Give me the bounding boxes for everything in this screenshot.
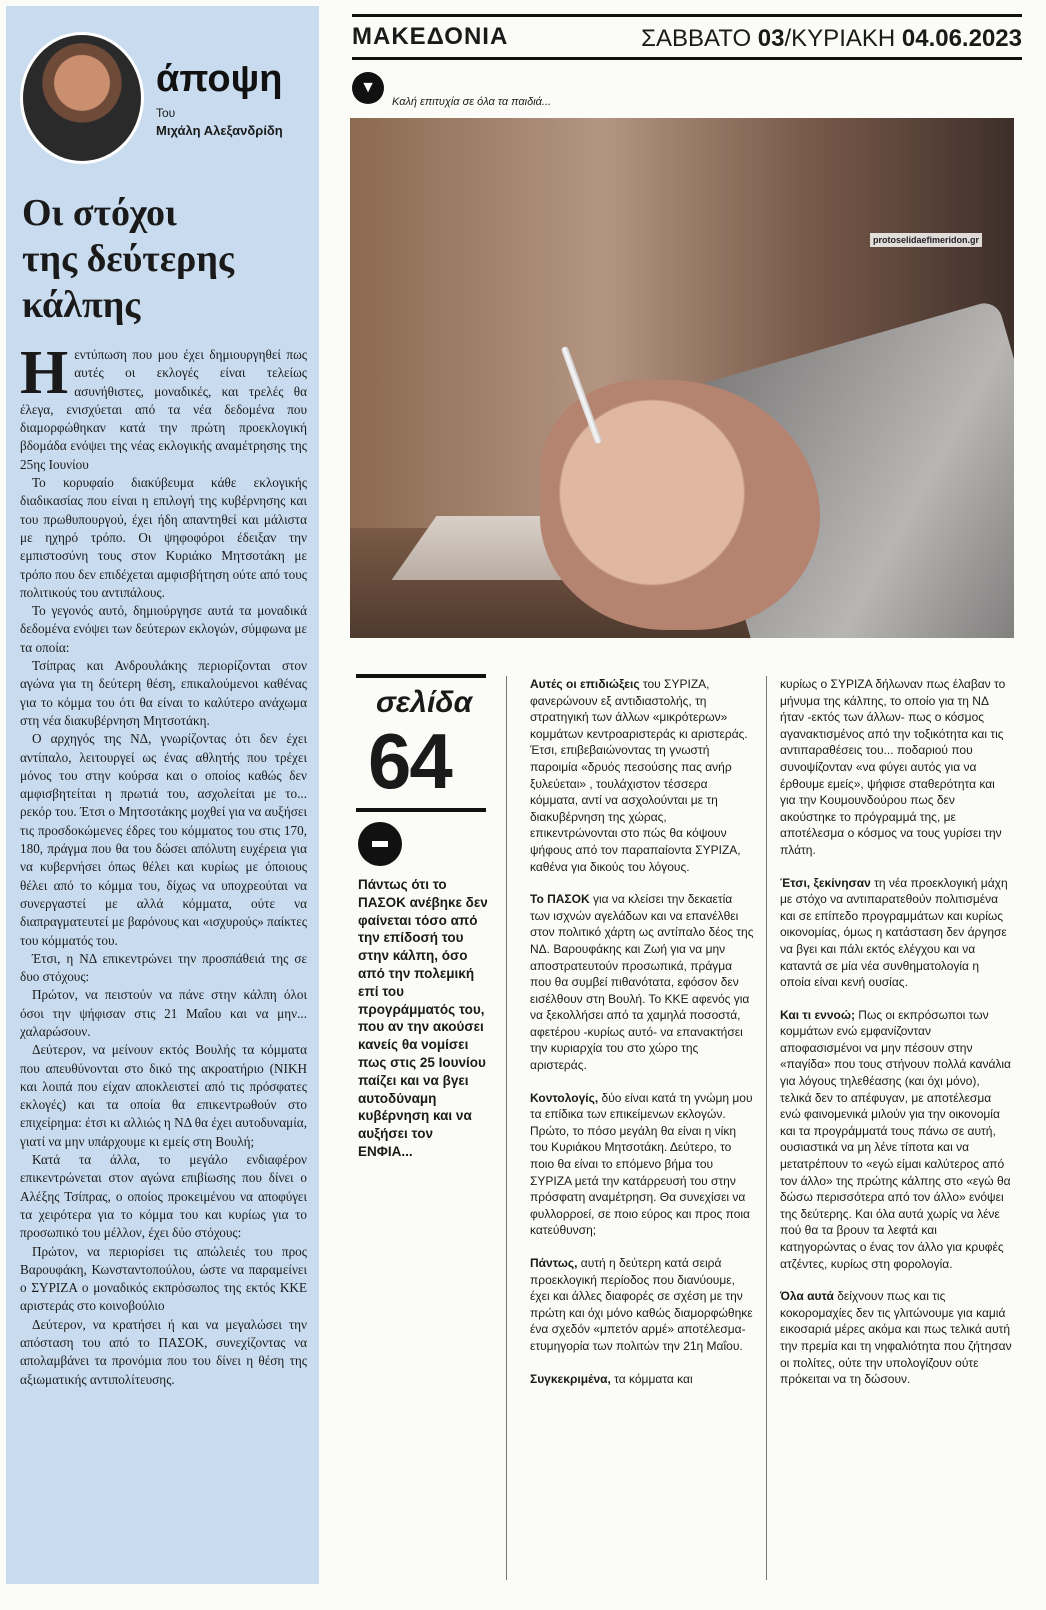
page-number: 64: [368, 717, 451, 805]
minus-icon: [358, 822, 402, 866]
author-prefix: Του: [156, 106, 176, 120]
pull-quote: Πάντως ότι το ΠΑΣΟΚ ανέβηκε δεν φαίνεται τόσο από την επίδοσή του στην κάλπη, όσο από την πολεμική επί του προγράμματός του, που αν την ακούσει κανείς θα νομίσει πως στις 25 Ιουνίου παίζει και να βγει αυτοδύναμη κυβέρνηση και να αυξήσει τον ΕΝΦΙΑ...: [358, 877, 488, 1159]
article-column-right: [780, 676, 1012, 1404]
triangle-down-icon: ▼: [352, 72, 384, 104]
watermark: protoselidaefimeridon.gr: [870, 233, 982, 247]
article-paragraph: Κοντολογίς, δύο είναι κατά τη γνώμη μου τα επίδικα των επικείμενων εκλογών. Πρώτο, το πόσο μεγάλη θα είναι η νίκη του Κυριάκου Μητσοτάκη. Δεύτερο, το ποιο θα είναι το επόμενο βήμα του ΣΥΡΙΖΑ μετά την κατάρρευσή του στην πρόσφατη αναμέτρηση. Θα συνεχίσει να φυλλορροεί, σε ποιο εύρος και προς ποια κατεύθυνση;: [530, 1090, 753, 1238]
masthead: [352, 14, 1022, 60]
column-divider: [506, 676, 507, 1580]
sidebar-paragraph: Πρώτον, να περιορίσει τις απώλειές του προς Βαρουφάκη, Κωνσταντοπούλου, ώστε να παραμείνει ο ΣΥΡΙΖΑ ο μοναδικός εκπρόσωπος της εκτός ΚΚΕ αριστεράς στο κοινοβούλιο: [20, 1243, 307, 1314]
article-headline: [22, 190, 312, 328]
column-divider: [766, 676, 767, 1580]
article-paragraph: Το ΠΑΣΟΚ για να κλείσει την δεκαετία των ισχνών αγελάδων και να επανέλθει στον πολιτικό χάρτη ως αντίπαλο δέος της ΝΔ. Βαρουφάκης και Ζωή για να μην αποστρατευτούν προσωπικά, πράγμα που θα συμβεί πιθανότατα, εφόσον δεν εισέλθουν στη Βουλή. Το ΚΚΕ αφενός για να ξεκολλήσει από τα χαμηλά ποσοστά, αφετέρου -κυρίως αυτό- να επανακτήσει την κυριαρχία του στο χώρο της αριστεράς.: [530, 892, 754, 1073]
page-label: σελίδα: [376, 686, 473, 719]
article-column-middle: [530, 676, 755, 1403]
issue-date: ΣΑΒΒΑΤΟ 03/ΚΥΡΙΑΚΗ 04.06.2023: [641, 25, 1022, 52]
article-paragraph: κυρίως ο ΣΥΡΙΖΑ δήλωναν πως έλαβαν το μήνυμα της κάλπης, το οποίο για τη ΝΔ ήταν -εκτός των άλλων- πως ο κόσμος αγανακτισμένος από την τοξικότητα και τις αντιπαραθέσεις του... ποδαριού που συνοψίζονταν «να φύγει αυτός για να έρθουμε εμείς», ψήφισε σταθερότητα και για την Κουμουνδούρου πως δεν ακούστηκε το πρόγραμμά της, με αποτέλεσμα ο κόσμος να τους γυρίσει την πλάτη.: [780, 677, 1006, 857]
photo-caption: Καλή επιτυχία σε όλα τα παιδιά...: [392, 96, 552, 108]
article-paragraph: Αυτές οι επιδιώξεις του ΣΥΡΙΖΑ, φανερώνουν εξ αντιδιαστολής, τη στρατηγική των άλλων «μικρότερων» κομμάτων κεντροαριστεράς κι αριστεράς. Έτσι, επιβεβαιώνοντας τη γνωστή παροιμία «δρυός πεσούσης πας ανήρ ξυλεύεται» , τουλάχιστον τέσσερα κόμματα, αντί να ασχολούνται με τη διακυβέρνηση της χώρας, επικεντρώνονται στο πώς θα κόψουν ψήφους από τον παραπαίοντα ΣΥΡΙΖΑ, καθένα για δικούς του λόγους.: [530, 677, 748, 874]
article-paragraph: Όλα αυτά δείχνουν πως και τις κοκορομαχίες δεν τις γλιτώνουμε για καμιά εικοσαριά μέρες ακόμα και πως τελικά αυτή την πρεμία και τη νηφαλιότητα που ζήτησαν οι πολίτες, ούτε την υπολογίζουν ούτε πρόκειται να τη δώσουν.: [780, 1289, 1012, 1387]
opinion-sidebar: [6, 6, 319, 1584]
sidebar-paragraph: Ο αρχηγός της ΝΔ, γνωρίζοντας ότι δεν έχει αντίπαλο, λειτουργεί ως ένας αθλητής που τρέχει μόνος του στην κούρσα και ο οποίος καθώς δεν αμφισβητείται η πρωτιά του, ασχολείται με το... ρεκόρ του. Έτσι ο Μητσοτάκης μοχθεί για να αυξήσει τις προσδοκώμενες έδρες του κόμματος του στις 170, 180, πράγμα που θα του δώσει απόλυτη ευχέρεια για να κυβερνήσει όπως θέλει και κυρίως με όποιους θέλει από το κόμμα του, δίχως να υποχρεούται να συνεργαστεί με αλλά κόμματα, ούτε να διαπραγματευτεί με βαρόνους και «ισχυρούς» παίκτες του κόμματός του.: [20, 731, 307, 948]
headline-line: Οι στόχοι: [22, 192, 177, 234]
sidebar-paragraph: Τσίπρας και Ανδρουλάκης περιορίζονται στον αγώνα για τη δεύτερη θέση, επικαλούμενοι καθένας για το κόμμα του ότι θα είναι το καλύτερο ανάχωμα στη νέα διακυβέρνηση Μητσοτάκη.: [20, 658, 307, 728]
article-paragraph: Έτσι, ξεκίνησαν τη νέα προεκλογική μάχη με στόχο να αντιπαρατεθούν πολιτισμένα και σε επίπεδο προγραμμάτων και κυρίως οικονομίας, όμως η κατάσταση δεν άργησε να βγει και πάλι εκτός ελέγχου και να καταντά σε μία νέα συνθηματολογία η οποία είναι κενή ουσίας.: [780, 875, 1008, 990]
paper-name: ΜΑΚΕΔΟΝΙΑ: [352, 23, 509, 50]
sidebar-paragraph: Το κορυφαίο διακύβευμα κάθε εκλογικής διαδικασίας που είναι η επιλογή της κυβέρνησης και του πρωθυπουργού, έχει ήδη απαντηθεί και μάλιστα με ηχηρό τρόπο. Οι ψηφοφόροι έδειξαν την εμπιστοσύνη τους στον Κυριάκο Μητσοτάκη με τρόπο που δεν επιδέχεται αμφισβήτηση ούτε από τους πολιτικούς του αντιπάλους.: [20, 475, 307, 600]
article-paragraph: Και τι εννοώ; Πως οι εκπρόσωποι των κομμάτων ενώ εμφανίζονταν αποφασισμένοι να μην πέσουν στην «παγίδα» που τους στήνουν πολλά κανάλια για λόγους τηλεθέασης (και όχι μόνο), τελικά δεν το απέφυγαν, με αποτέλεσμα ενώ φαινομενικά μιλούν για την οικονομία και τα προγράμματά τους πάνω σε αυτή, ουσιαστικά να μη λένε τίποτα και να μετατρέπουν το «εγώ είμαι καλύτερος από τον άλλο» της πρώτης κάλπης στο «εγώ θα δώσω περισσότερα από τον άλλο» ενόψει της δεύτερης. Και όλα αυτά χωρίς να λένε πού θα τα βρουν τα λεφτά και κατηγορώντας ο ένας τον άλλο για κρυφές ατζέντες, κυρίως στη φορολογία.: [780, 1007, 1011, 1271]
sidebar-paragraph: Δεύτερον, να κρατήσει ή και να μεγαλώσει την απόσταση του από το ΠΑΣΟΚ, συνεχίζοντας να απολαμβάνει τα προνόμια που του δίνει η θέση της αξιωματικής αντιπολίτευσης.: [20, 1316, 307, 1387]
sidebar-paragraph: Πρώτον, να πειστούν να πάνε στην κάλπη όλοι όσοι την ψήφισαν στις 21 Μαΐου και να μην... χαλαρώσουν.: [20, 987, 307, 1039]
sidebar-body: [20, 339, 307, 1389]
sidebar-paragraph: Δεύτερον, να μείνουν εκτός Βουλής τα κόμματα που απευθύνονται στο δικό της ακροατήριο (ΝΙΚΗ και λοιπά που είχαν αποκλειστεί από τις πρόσφατες εκλογές) και τα οποία θα επικεντρωθούν στο επιχείρημα: έτσι κι αλλιώς η ΝΔ θα έχει αυτοδυναμία, γιατί να μην υπάρχουμε κι εμείς στη Βουλή;: [20, 1042, 307, 1149]
exam-photo: [350, 118, 1014, 638]
sidebar-paragraph: Ηεντύπωση που μου έχει δημιουργηθεί πως αυτές οι εκλογές είναι τελείως ασυνήθιστες, μοναδικές, και τρελές θα έλεγα, ενισχύεται από τα νέα δεδομένα που διαμορφώθηκαν κατά την πρώτη προεκλογική βδομάδα ενόψει της νέας εκλογικής αναμέτρησης της 25ης Ιουνίου: [20, 339, 307, 472]
article-paragraph: Πάντως, αυτή η δεύτερη κατά σειρά προεκλογική περίοδος που διανύουμε, έχει και άλλες διαφορές σε σχέση με την πρώτη και όχι μόνο καθώς διαμορφώθηκε ένα σχεδόν «μπετόν αρμέ» αποτέλεσμα-ετυμηγορία των πολιτών την 21η Μαΐου.: [530, 1256, 753, 1353]
dropcap: Η: [20, 339, 69, 407]
author-photo: [20, 32, 144, 164]
page-reference: [356, 674, 486, 812]
sidebar-paragraph: Έτσι, η ΝΔ επικεντρώνει την προσπάθειά της σε δυο στόχους:: [20, 950, 307, 985]
headline-line: κάλπης: [22, 284, 141, 326]
sidebar-paragraph: Το γεγονός αυτό, δημιούργησε αυτά τα μοναδικά δεδομένα ενόψει των δεύτερων εκλογών, σύμφωνα με τα οποία:: [20, 603, 307, 655]
headline-line: της δεύτερης: [22, 238, 235, 280]
article-paragraph: Συγκεκριμένα, τα κόμματα και: [530, 1371, 693, 1386]
author-name: Μιχάλη Αλεξανδρίδη: [156, 123, 283, 138]
sidebar-paragraph: Κατά τα άλλα, το μεγάλο ενδιαφέρον επικεντρώνεται στον αγώνα επιβίωσης που δίνει ο Αλέξης Τσίπρας, ο οποίος προκειμένου να αποφύγει τα χειρότερα για το κόμμα του και κυρίως για το προσωπικό του μέλλον, έχει δύο στόχους:: [20, 1152, 307, 1241]
column-name: άποψη: [156, 58, 283, 100]
